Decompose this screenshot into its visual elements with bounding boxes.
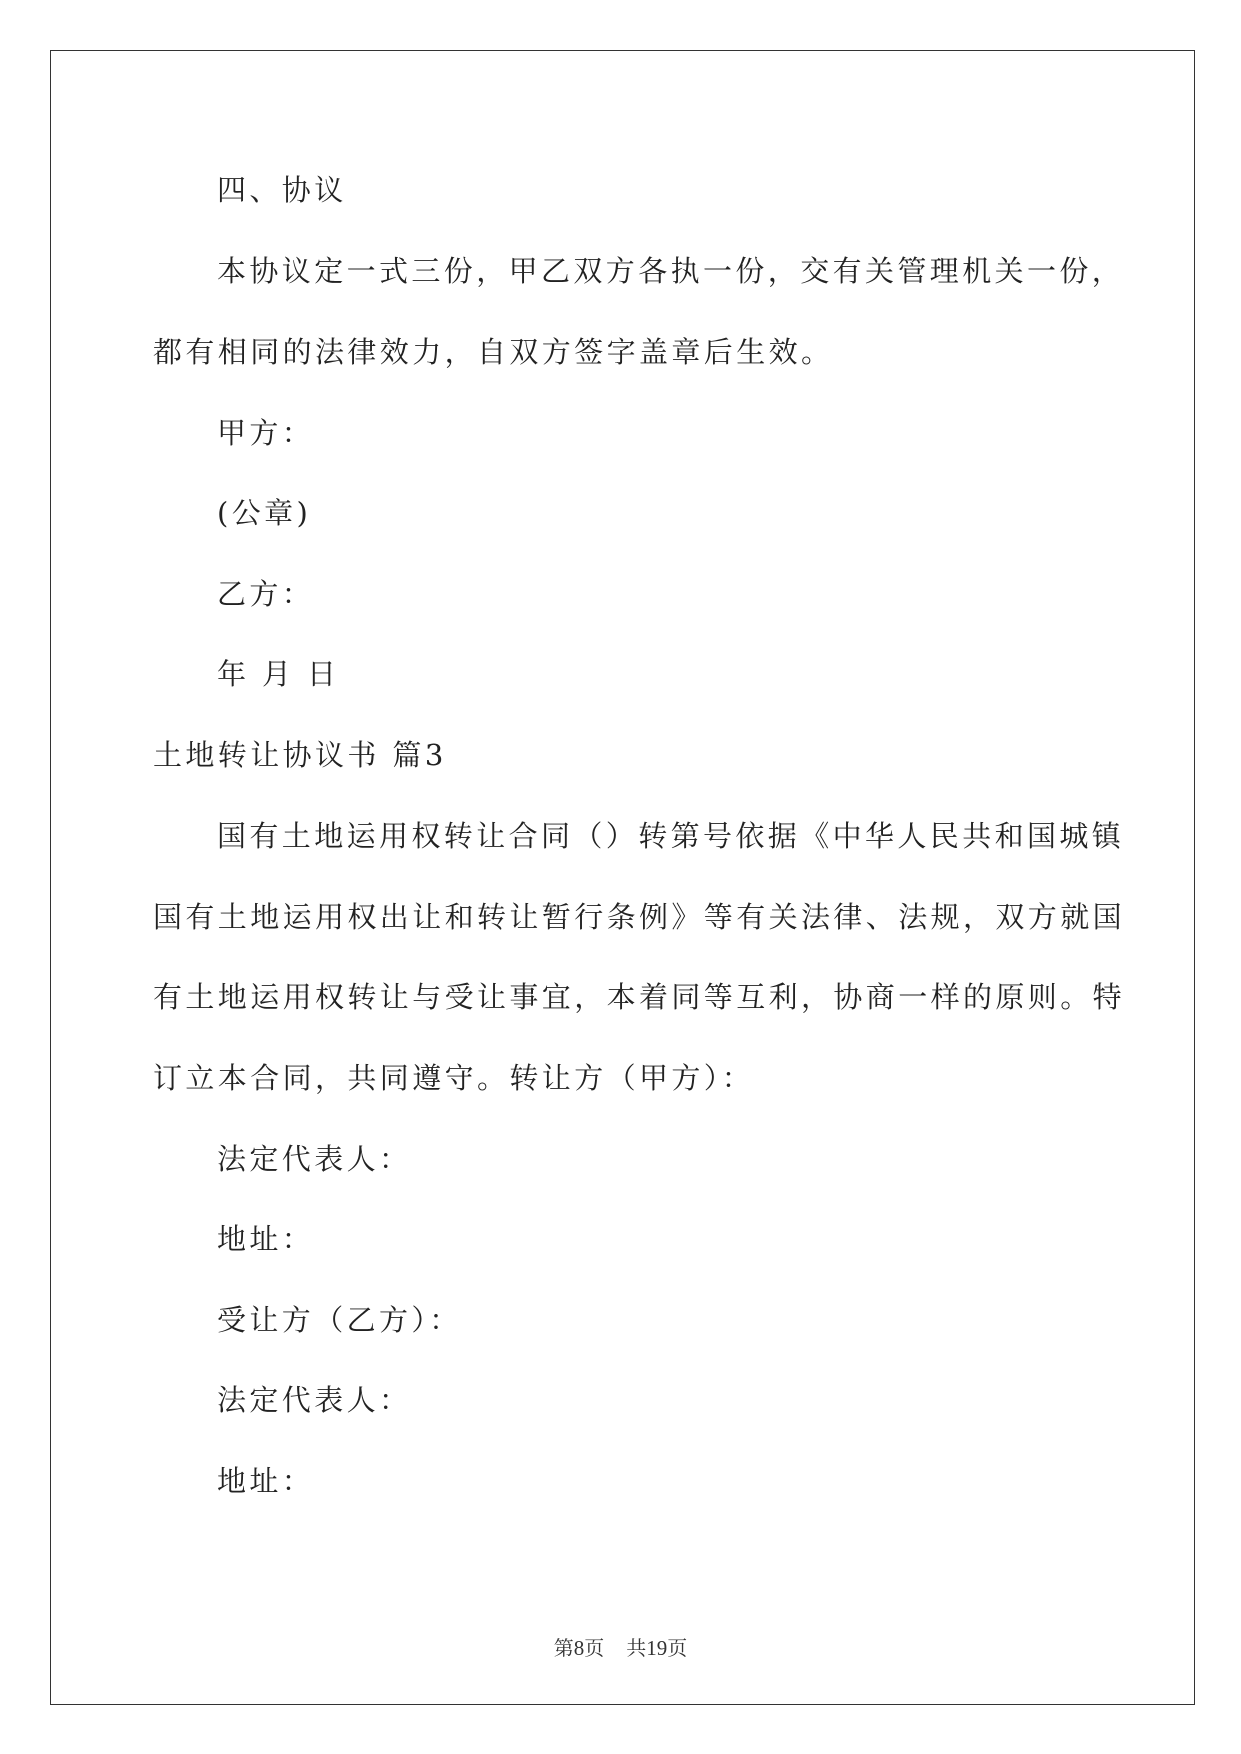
total-pages: 19: [646, 1636, 668, 1660]
party-b-label: 乙方：: [217, 577, 315, 611]
section-heading: 四、协议: [217, 173, 347, 207]
paragraph-line: 有土地运用权转让与受让事宜，本着同等互利，协商一样的原则。特: [153, 980, 1126, 1014]
legal-rep-label: 法定代表人：: [217, 1142, 412, 1176]
address-label: 地址：: [217, 1464, 315, 1498]
paragraph-line: 订立本合同，共同遵守。转让方（甲方）：: [153, 1061, 755, 1095]
page-suffix: 页: [584, 1636, 605, 1660]
paragraph-line: 都有相同的法律效力，自双方签字盖章后生效。: [153, 335, 834, 369]
total-suffix: 页: [667, 1636, 688, 1660]
paragraph-line: 国有土地运用权出让和转让暂行条例》等有关法律、法规，双方就国: [153, 900, 1126, 934]
page-border: [50, 50, 1195, 1705]
total-prefix: 共: [626, 1636, 647, 1660]
seal-label: (公章): [217, 496, 312, 530]
page-number: 8: [573, 1636, 585, 1660]
legal-rep-label: 法定代表人：: [217, 1383, 412, 1417]
address-label: 地址：: [217, 1222, 315, 1256]
transferee-label: 受让方（乙方）：: [217, 1303, 462, 1337]
date-label: 年 月 日: [217, 657, 340, 691]
paragraph-line: 本协议定一式三份，甲乙双方各执一份，交有关管理机关一份，: [217, 254, 1125, 288]
party-a-label: 甲方：: [217, 416, 315, 450]
paragraph-line: 国有土地运用权转让合同（）转第号依据《中华人民共和国城镇: [217, 819, 1125, 853]
page-prefix: 第: [553, 1636, 574, 1660]
article-title: 土地转让协议书 篇3: [153, 738, 447, 772]
page-footer: [0, 1632, 1241, 1661]
